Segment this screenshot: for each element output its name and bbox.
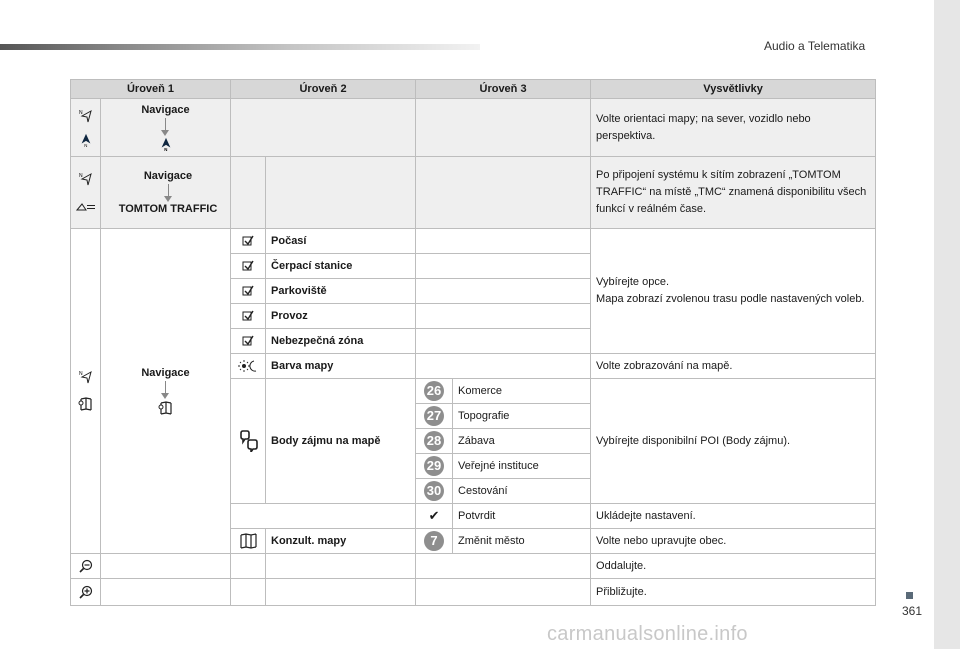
navigation-arrow-icon — [79, 172, 93, 186]
header-level-1: Úroveň 1 — [71, 80, 231, 99]
description-line: Vybírejte opce. — [596, 276, 670, 288]
svg-text:N: N — [78, 172, 83, 179]
poi-icon — [237, 430, 259, 452]
level2-navigation: Navigace — [141, 366, 190, 379]
description: Po připojení systému k sítím zobrazení „TOMTOM TRAFFIC“ na místě „TMC“ znamená disponibilitu všech funkcí v reálném čase. — [591, 157, 876, 229]
side-strip — [934, 0, 960, 649]
navigation-arrow-icon — [79, 109, 93, 123]
header-gradient-bar — [0, 44, 480, 50]
north-arrow-icon — [159, 137, 173, 151]
table-row — [71, 554, 876, 579]
change-city-label: Změnit město — [453, 529, 591, 554]
down-arrow-icon — [165, 381, 166, 395]
description: Volte zobrazování na mapě. — [591, 354, 876, 379]
watermark: carmanualsonline.info — [547, 623, 748, 645]
navigation-arrow-icon — [79, 370, 93, 384]
svg-text:N: N — [83, 142, 87, 147]
table-row — [71, 99, 876, 157]
description: Ukládejte nastavení. — [591, 504, 876, 529]
table-header-row — [71, 80, 876, 99]
page-marker — [906, 592, 913, 599]
description: Vybírejte disponibilní POI (Body zájmu). — [591, 379, 876, 504]
down-arrow-icon — [168, 184, 169, 198]
header-level-2: Úroveň 2 — [231, 80, 416, 99]
poi-item: Zábava — [453, 429, 591, 454]
consult-map-label: Konzult. mapy — [266, 529, 416, 554]
checklist-item: Parkoviště — [266, 279, 416, 304]
description: Oddalujte. — [591, 554, 876, 579]
description: Volte orientaci mapy; na sever, vozidlo nebo perspektiva. — [591, 99, 876, 157]
description: Přibližujte. — [591, 579, 876, 606]
poi-item: Topografie — [453, 404, 591, 429]
svg-text:N: N — [163, 147, 167, 151]
page-number: 361 — [902, 604, 923, 618]
checkbox-icon — [241, 234, 255, 248]
map-settings-icon — [78, 396, 94, 412]
checkbox-icon — [241, 259, 255, 273]
checklist-item: Čerpací stanice — [266, 254, 416, 279]
poi-number-badge: 28 — [424, 431, 444, 451]
number-badge: 7 — [424, 531, 444, 551]
section-title: Audio a Telematika — [764, 39, 866, 53]
zoom-in-icon — [79, 585, 93, 599]
poi-item: Cestování — [453, 479, 591, 504]
checkbox-icon — [241, 334, 255, 348]
description-line: Mapa zobrazí zvolenou trasu podle nastavených voleb. — [596, 293, 865, 305]
level2-navigation: Navigace — [143, 170, 193, 182]
poi-number-badge: 29 — [424, 456, 444, 476]
consult-map-icon — [239, 533, 257, 549]
poi-label: Body zájmu na mapě — [266, 379, 416, 504]
level2-tomtom-traffic: TOMTOM TRAFFIC — [118, 203, 218, 215]
checklist-item: Nebezpečná zóna — [266, 329, 416, 354]
down-arrow-icon — [165, 118, 166, 132]
table-row — [71, 229, 876, 254]
description: Volte nebo upravujte obec. — [591, 529, 876, 554]
poi-number-badge: 27 — [424, 406, 444, 426]
poi-item: Veřejné instituce — [453, 454, 591, 479]
poi-number-badge: 26 — [424, 381, 444, 401]
day-night-icon — [238, 359, 258, 373]
header-explanations: Vysvětlivky — [591, 80, 876, 99]
svg-text:N: N — [78, 371, 83, 377]
checkmark-icon: ✔ — [428, 508, 440, 523]
map-settings-icon — [158, 400, 174, 416]
table-row — [71, 579, 876, 606]
checkbox-icon — [241, 309, 255, 323]
tomtom-traffic-icon — [76, 200, 96, 214]
table-row — [71, 157, 876, 229]
poi-item: Komerce — [453, 379, 591, 404]
poi-number-badge: 30 — [424, 481, 444, 501]
menu-table — [70, 79, 876, 606]
header-level-3: Úroveň 3 — [416, 80, 591, 99]
svg-text:N: N — [78, 109, 83, 116]
confirm-label: Potvrdit — [453, 504, 591, 529]
checkbox-icon — [241, 284, 255, 298]
description — [591, 229, 876, 354]
zoom-out-icon — [79, 559, 93, 573]
checklist-item: Provoz — [266, 304, 416, 329]
map-color-label: Barva mapy — [266, 354, 416, 379]
checklist-item: Počasí — [266, 229, 416, 254]
level2-navigation: Navigace — [141, 104, 190, 116]
north-arrow-icon — [79, 133, 93, 147]
